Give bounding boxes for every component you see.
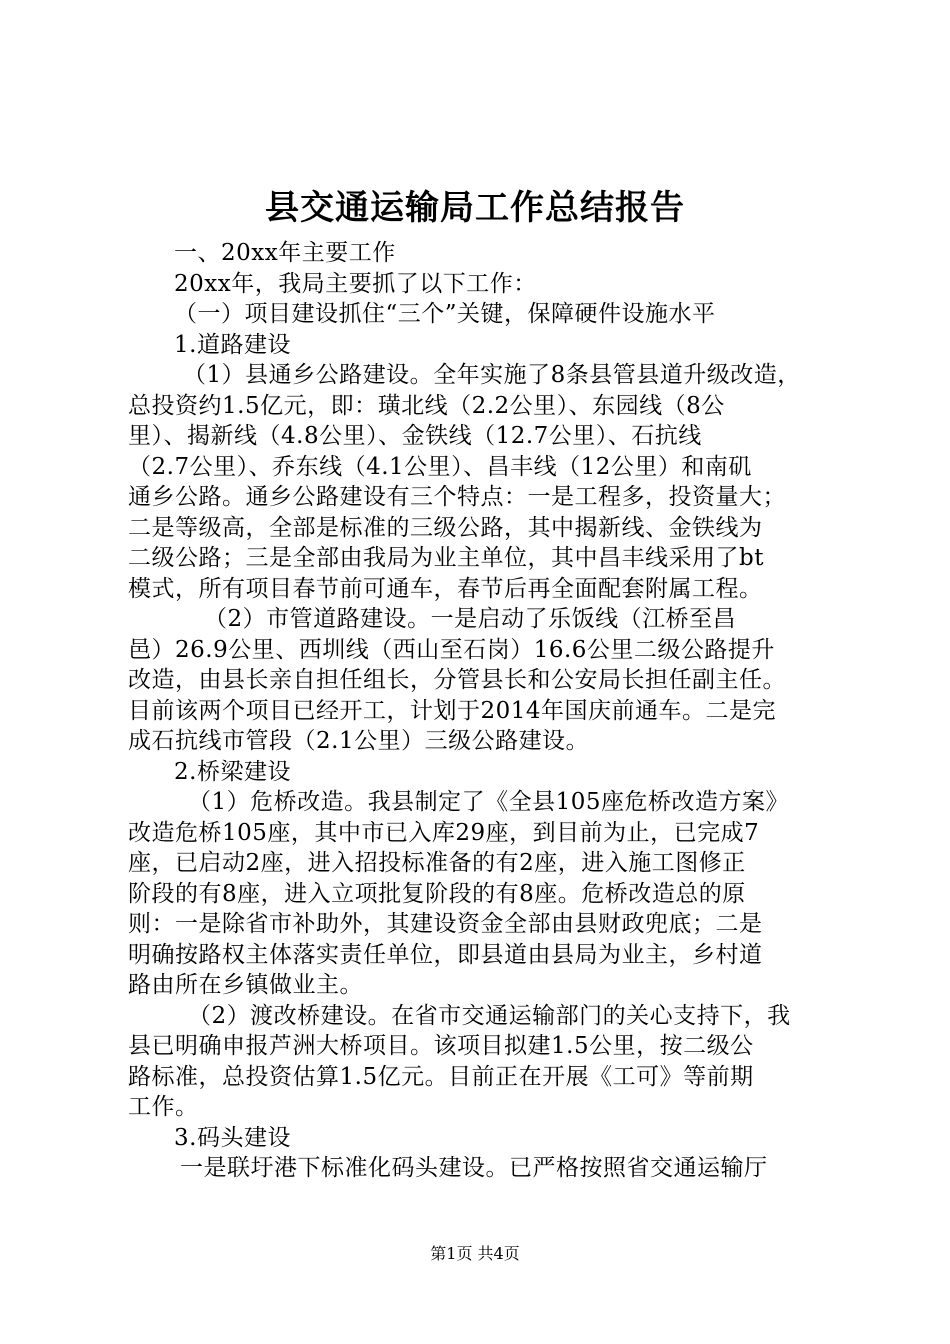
section-heading: 一、20xx年主要工作	[174, 240, 396, 266]
paragraph-line: 县已明确申报芦洲大桥项目。该项目拟建1.5公里，按二级公	[128, 1033, 754, 1059]
paragraph-line: （2）市管道路建设。一是启动了乐饭线（江桥至昌	[204, 606, 737, 632]
paragraph-line: 20xx年，我局主要抓了以下工作：	[174, 270, 537, 297]
document-body	[128, 238, 840, 1184]
paragraph-line: （2）渡改桥建设。在省市交通运输部门的关心支持下，我	[188, 1002, 791, 1029]
paragraph-line: （2.7公里）、乔东线（4.1公里）、昌丰线（12公里）和南矶	[128, 453, 752, 480]
paragraph-line: （1）县通乡公路建设。全年实施了8条县管县道升级改造，	[183, 362, 801, 388]
paragraph-line: 一是联圩港下标准化码头建设。已严格按照省交通运输厅	[180, 1155, 768, 1181]
paragraph-line: （1）危桥改造。我县制定了《全县105座危桥改造方案》	[188, 789, 790, 815]
paragraph-line: 成石抗线市管段（2.1公里）三级公路建设。	[128, 728, 590, 754]
paragraph-line: 二级公路；三是全部由我局为业主单位，其中昌丰线采用了bt	[128, 545, 764, 571]
page-number: 第1页 共4页	[430, 1244, 520, 1263]
paragraph-line: 改造，由县长亲自担任组长，分管县长和公安局长担任副主任。	[128, 667, 786, 693]
paragraph-line: 目前该两个项目已经开工，计划于2014年国庆前通车。二是完	[128, 697, 777, 724]
paragraph-line: 里）、揭新线（4.8公里）、金铁线（12.7公里）、石抗线	[128, 423, 702, 449]
paragraph-line: 路标准，总投资估算1.5亿元。目前正在开展《工可》等前期	[128, 1063, 754, 1090]
paragraph-line: 阶段的有8座，进入立项批复阶段的有8座。危桥改造总的原	[128, 880, 746, 907]
paragraph-line: 邑）26.9公里、西圳线（西山至石岗）16.6公里二级公路提升	[128, 636, 775, 663]
item-heading: 3.码头建设	[174, 1124, 291, 1151]
paragraph-line: 路由所在乡镇做业主。	[128, 972, 363, 998]
paragraph-line: 则：一是除省市补助外，其建设资金全部由县财政兜底；二是	[128, 911, 763, 937]
paragraph-line: 改造危桥105座，其中市已入库29座，到目前为止，已完成7	[128, 819, 760, 846]
paragraph-line: 明确按路权主体落实责任单位，即县道由县局为业主，乡村道	[128, 941, 763, 968]
paragraph-line: 总投资约1.5亿元，即：璜北线（2.2公里）、东园线（8公	[128, 392, 725, 419]
paragraph-line: 模式，所有项目春节前可通车，春节后再全面配套附属工程。	[128, 575, 763, 602]
paragraph-line: 二是等级高，全部是标准的三级公路，其中揭新线、金铁线为	[128, 514, 763, 541]
subsection-heading: （一）项目建设抓住“三个”关键，保障硬件设施水平	[174, 301, 716, 327]
item-heading: 2.桥梁建设	[174, 758, 291, 785]
item-heading: 1.道路建设	[174, 331, 291, 358]
document-title: 县交通运输局工作总结报告	[265, 188, 685, 228]
paragraph-line: 通乡公路。通乡公路建设有三个特点：一是工程多，投资量大；	[128, 484, 786, 510]
paragraph-line: 工作。	[128, 1094, 199, 1120]
paragraph-line: 座，已启动2座，进入招投标准备的有2座，进入施工图修正	[128, 850, 746, 876]
